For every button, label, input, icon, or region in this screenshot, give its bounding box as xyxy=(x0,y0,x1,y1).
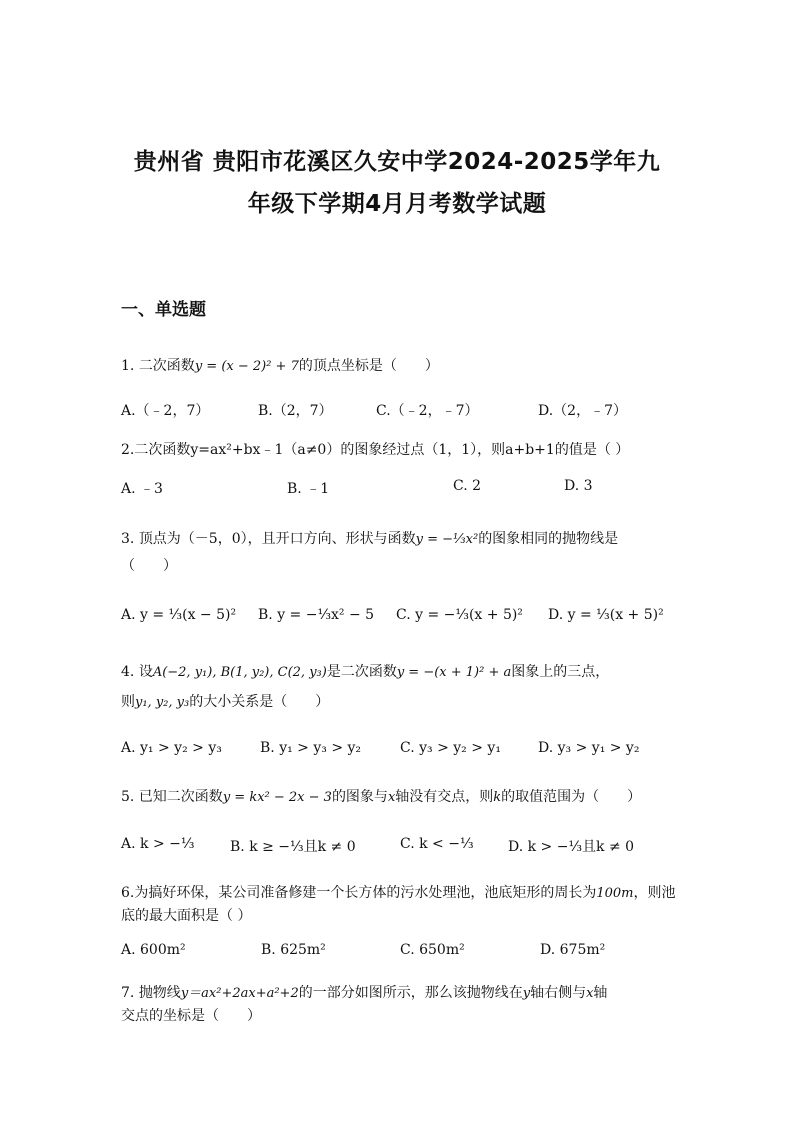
option-b: B. 625m² xyxy=(261,942,326,958)
question-1 xyxy=(121,355,439,375)
option-b: B.（2，7） xyxy=(258,403,333,419)
question-text: 已知二次函数 xyxy=(138,789,223,805)
question-text: 的大小关系是（ ） xyxy=(189,694,330,710)
question-7 xyxy=(121,982,607,1002)
question-text: 轴 xyxy=(593,985,608,1001)
question-text: 轴右侧与 xyxy=(530,985,587,1001)
question-text: 二次函数y=ax²+bx﹣1（a≠0）的图象经过点（1，1），则a+b+1的值是（ ） xyxy=(134,442,630,458)
question-text: 轴没有交点，则 xyxy=(395,789,494,805)
question-text: 则 xyxy=(121,694,135,710)
option-a: A. ﹣3 xyxy=(121,481,163,497)
question-number: 6. xyxy=(121,885,135,901)
option-d: D.（2，﹣7） xyxy=(538,403,627,419)
option-a: A. 600m² xyxy=(121,942,186,958)
question-7-line-2: 交点的坐标是（ ） xyxy=(121,1008,261,1024)
option-c: C. k < −⅓ xyxy=(400,836,474,852)
math-expression: y＝ax²+2ax+a²+2 xyxy=(180,986,299,1001)
question-text: 的顶点坐标是（ ） xyxy=(298,358,439,374)
question-text: 二次函数 xyxy=(138,358,195,374)
option-c: C. y₃ > y₂ > y₁ xyxy=(400,740,501,756)
option-d: D. 3 xyxy=(564,478,593,494)
question-text: 抛物线 xyxy=(138,985,181,1001)
option-d: D. y = ⅓(x + 5)² xyxy=(548,607,664,623)
question-number: 2. xyxy=(121,442,135,458)
question-text: 的取值范围为（ ） xyxy=(501,789,642,805)
question-3 xyxy=(121,528,618,548)
math-expression: y = (x − 2)² + 7 xyxy=(194,359,299,374)
question-number: 5. xyxy=(121,789,135,805)
question-text: 为搞好环保，某公司准备修建一个长方体的污水处理池，池底矩形的周长为 xyxy=(134,885,597,901)
option-a: A. k > −⅓ xyxy=(121,836,195,852)
document-title-line-2: 年级下学期4月月考数学试题 xyxy=(247,191,547,217)
option-a: A. y = ⅓(x − 5)² xyxy=(121,607,237,623)
question-text: 的一部分如图所示，那么该抛物线在 xyxy=(298,985,523,1001)
option-b: B. k ≥ −⅓且k ≠ 0 xyxy=(230,839,356,855)
option-c: C. 650m² xyxy=(400,942,465,958)
question-number: 4. xyxy=(121,664,135,680)
question-text: 的图象相同的抛物线是 xyxy=(478,531,619,547)
math-expression: y xyxy=(522,986,531,1001)
option-d: D. y₃ > y₁ > y₂ xyxy=(538,740,640,756)
question-3-line-2: （ ） xyxy=(121,558,177,574)
math-expression: y = −(x + 1)² + a xyxy=(396,665,512,680)
question-5 xyxy=(121,786,641,806)
math-expression: A(−2, y₁), B(1, y₂), C(2, y₃) xyxy=(152,665,327,680)
math-expression: x xyxy=(586,986,594,1001)
math-expression: k xyxy=(493,790,502,805)
math-expression: 100m xyxy=(596,886,634,901)
math-expression: y = −⅓x² xyxy=(415,532,479,547)
question-text: ，则池 xyxy=(633,885,676,901)
option-c: C.（﹣2，﹣7） xyxy=(376,403,479,419)
question-6-line-2: 底的最大面积是（ ） xyxy=(121,908,252,924)
question-text: 顶点为（－5，0），且开口方向、形状与函数 xyxy=(138,531,416,547)
question-number: 3. xyxy=(121,531,135,547)
option-d: D. 675m² xyxy=(540,942,606,958)
section-heading: 一、单选题 xyxy=(121,300,206,320)
math-expression: x xyxy=(387,790,396,805)
option-c: C. y = −⅓(x + 5)² xyxy=(396,607,523,623)
question-number: 1. xyxy=(121,358,135,374)
question-text: 图象上的三点， xyxy=(511,664,610,680)
question-6 xyxy=(121,882,676,902)
math-expression: y = kx² − 2x − 3 xyxy=(222,790,332,805)
question-text: 的图象与 xyxy=(331,789,388,805)
option-d: D. k > −⅓且k ≠ 0 xyxy=(508,839,635,855)
option-a: A. y₁ > y₂ > y₃ xyxy=(121,740,222,756)
question-4 xyxy=(121,661,609,681)
question-text: 是二次函数 xyxy=(326,664,397,680)
option-b: B. y₁ > y₃ > y₂ xyxy=(260,740,362,756)
question-number: 7. xyxy=(121,985,135,1001)
question-2 xyxy=(121,439,629,459)
document-title-line-1: 贵州省 贵阳市花溪区久安中学2024-2025学年九 xyxy=(133,149,661,175)
option-b: B. ﹣1 xyxy=(287,481,330,497)
option-b: B. y = −⅓x² − 5 xyxy=(258,607,375,623)
math-expression: y₁, y₂, y₃ xyxy=(135,695,190,710)
question-4-line-2 xyxy=(121,691,329,711)
question-text: 设 xyxy=(138,664,153,680)
option-a: A.（﹣2，7） xyxy=(121,403,210,419)
option-c: C. 2 xyxy=(453,478,482,494)
